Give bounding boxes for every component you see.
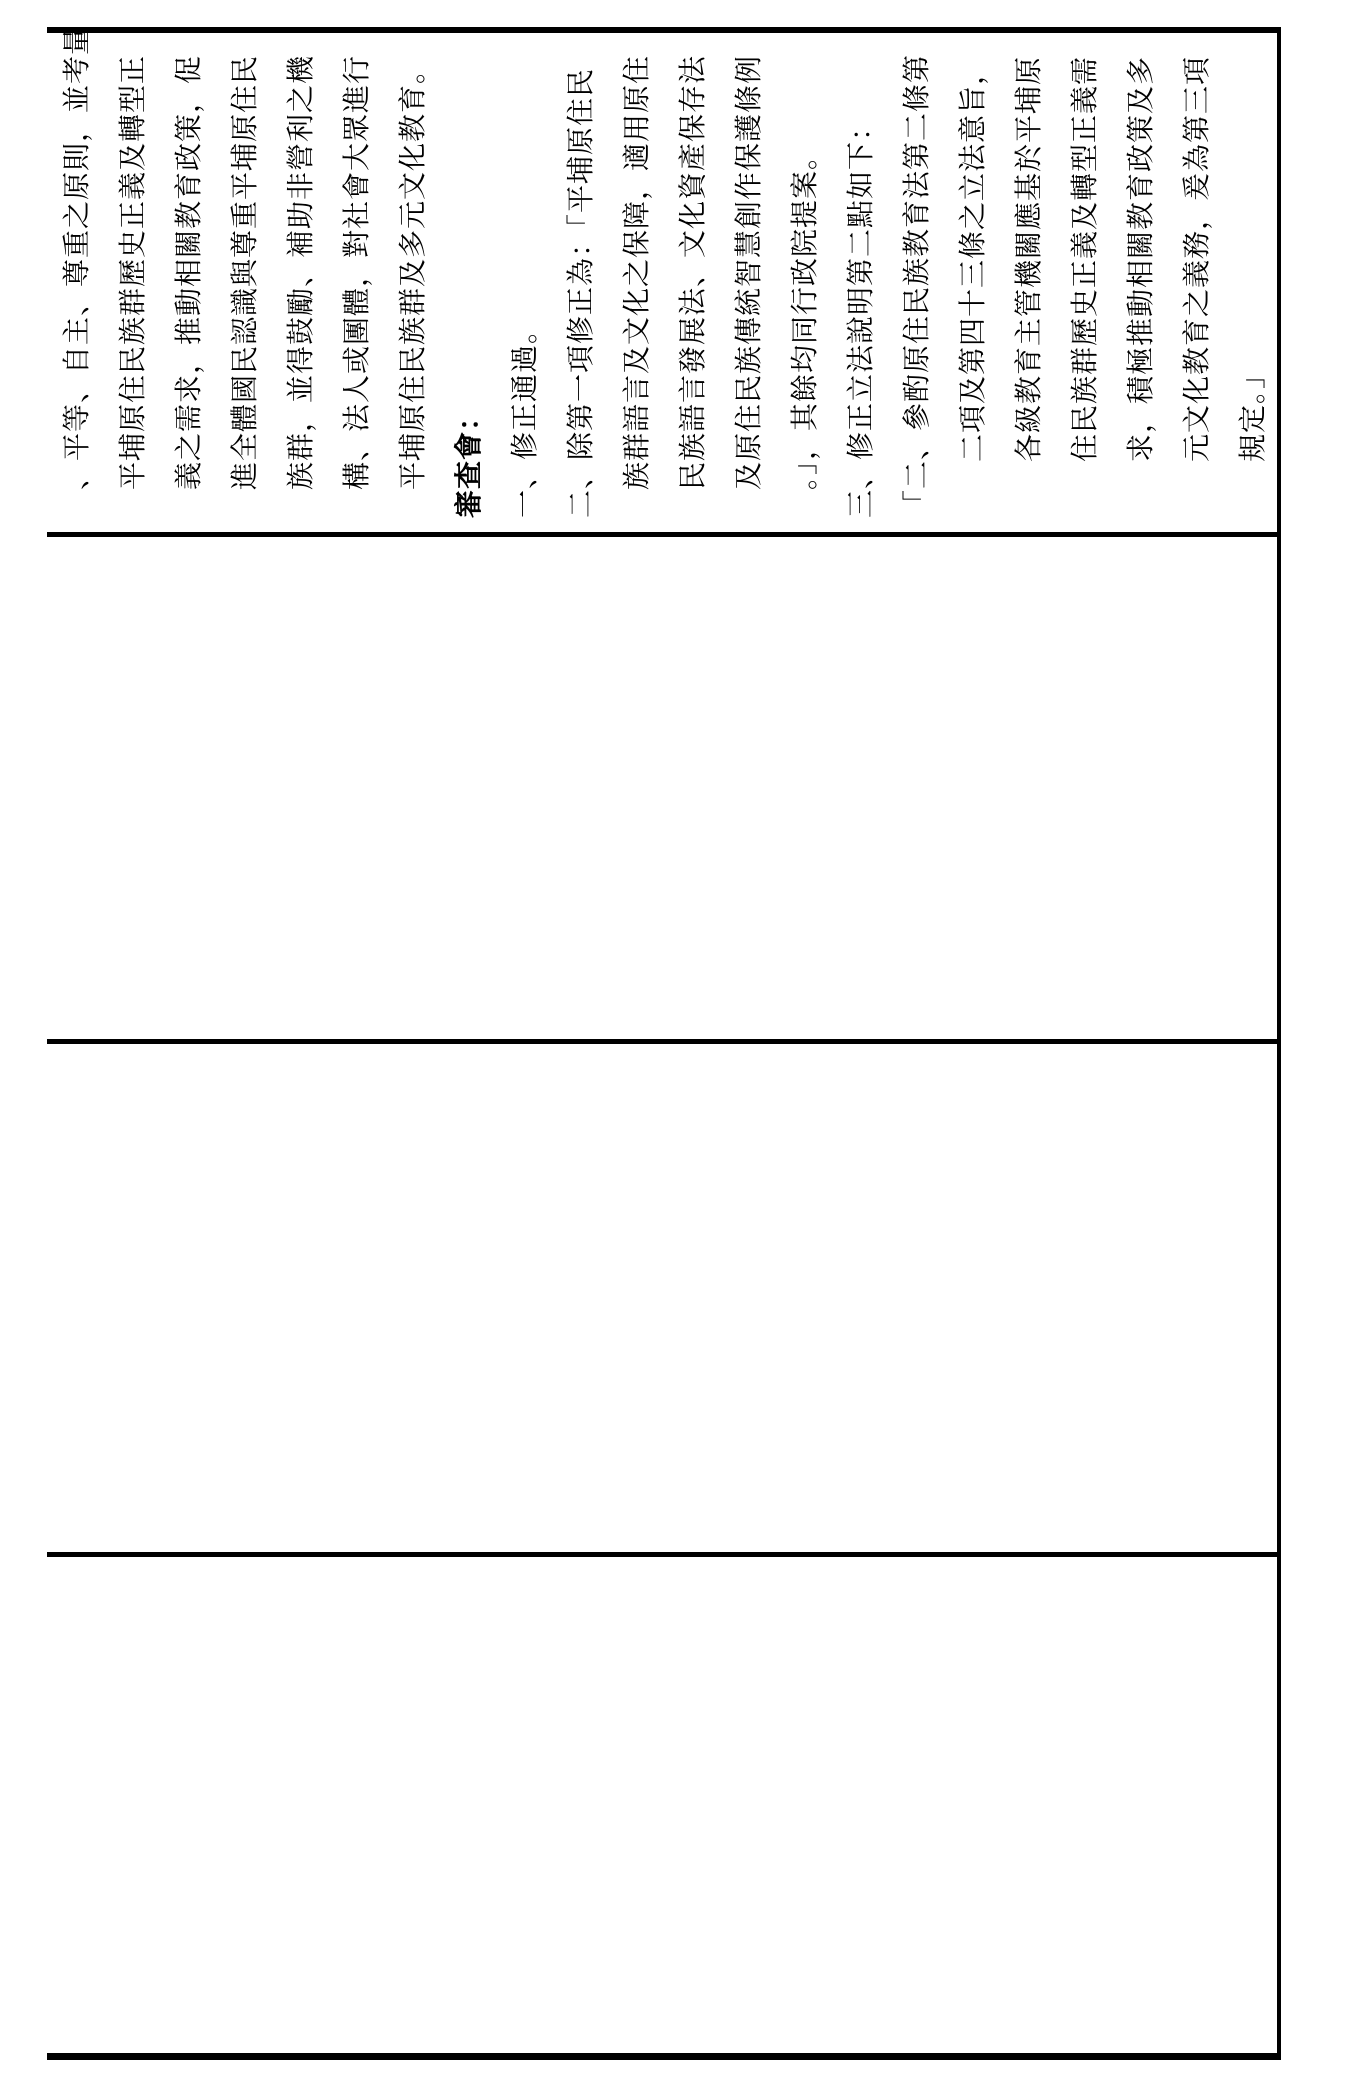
text-line-10: 二、除第一項修正為：「平埔原住民 [566, 67, 597, 518]
text-line-19: 住民族群歷史正義及轉型正義需 [1070, 55, 1101, 462]
table-column-divider-1 [47, 532, 1281, 537]
text-line-12: 民族語言發展法、文化資產保存法 [678, 54, 709, 490]
text-line-18: 各級教育主管機關應基於平埔原 [1014, 55, 1045, 462]
text-line-20: 求，積極推動相關教育政策及多 [1126, 55, 1157, 462]
text-line-13: 及原住民族傳統智慧創作保護條例 [734, 54, 765, 490]
text-line-15: 三、修正立法說明第二點如下： [846, 111, 877, 518]
text-line-4: 進全體國民認識與尊重平埔原住民 [230, 54, 261, 490]
table-column-divider-3 [47, 1552, 1281, 1557]
text-line-9: 一、修正通過。 [510, 314, 541, 518]
table-column-divider-2 [47, 1039, 1281, 1044]
text-line-14: 。」，其餘均同行政院提案。 [790, 140, 821, 490]
text-line-7: 平埔原住民族群及多元文化教育。 [398, 54, 429, 490]
section-heading-line: 審查會： [454, 401, 485, 518]
review-committee-text-column [50, 25, 1282, 518]
table-outer-border-bottom-edge [47, 2053, 1281, 2060]
text-line-5: 族群，並得鼓勵、補助非營利之機 [286, 54, 317, 490]
text-line-3: 義之需求，推動相關教育政策，促 [174, 54, 205, 490]
text-line-6: 構、法人或團體，對社會大眾進行 [342, 54, 373, 490]
text-line-11: 族群語言及文化之保障，適用原住 [622, 54, 653, 490]
text-line-16: 「二、參酌原住民族教育法第二條第 [902, 53, 933, 518]
text-line-1: 、平等、自主、尊重之原則，並考量 [62, 25, 93, 490]
text-line-21: 元文化教育之義務，爰為第三項 [1182, 55, 1213, 462]
table-outer-border-top-edge [47, 27, 1281, 33]
text-line-2: 平埔原住民族群歷史正義及轉型正 [118, 54, 149, 490]
text-line-22: 規定。」 [1238, 359, 1269, 462]
text-line-17: 二項及第四十三條之立法意旨， [958, 55, 989, 462]
